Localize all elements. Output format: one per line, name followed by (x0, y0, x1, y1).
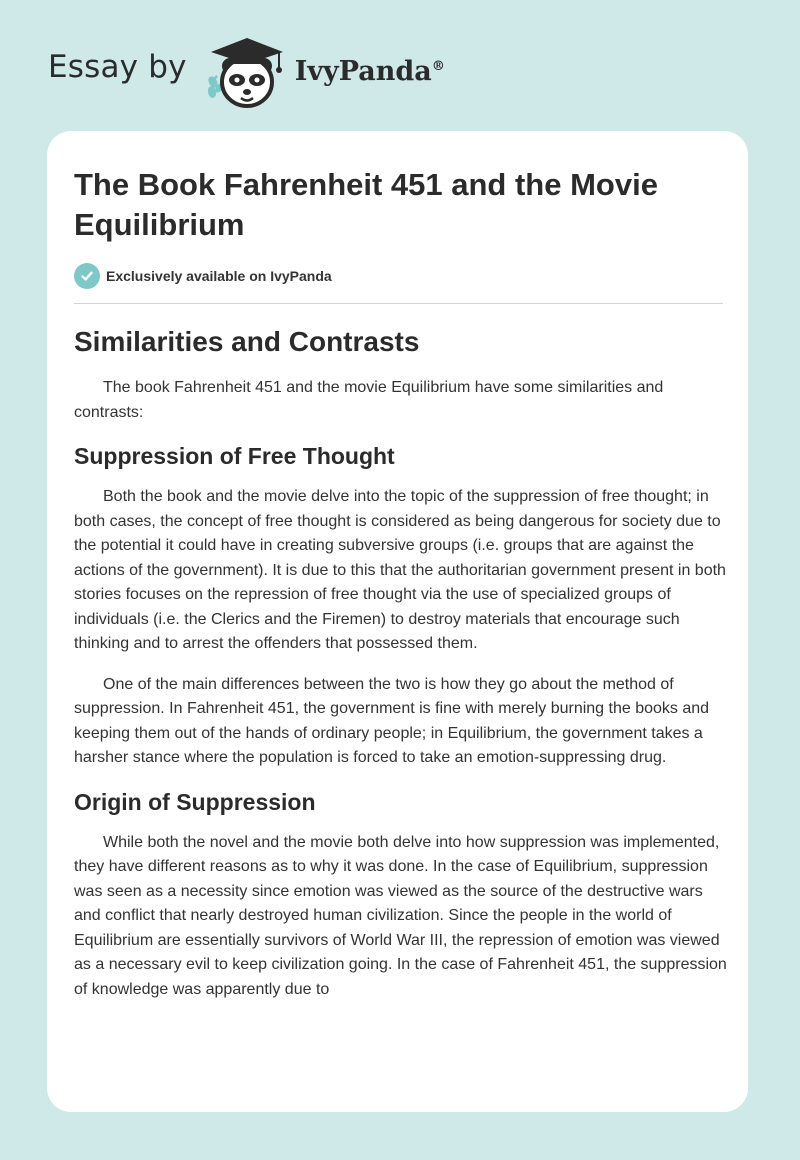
article-body (74, 324, 729, 1018)
title-divider (74, 303, 723, 304)
registered-mark: ® (431, 58, 445, 74)
article-card (47, 131, 748, 1112)
brand-name[interactable] (295, 56, 445, 87)
exclusive-badge (74, 263, 332, 289)
exclusive-badge-text: Exclusively available on IvyPanda (106, 268, 332, 284)
essay-by-label: Essay by (48, 49, 187, 85)
site-header (48, 30, 445, 110)
article-title: The Book Fahrenheit 451 and the Movie Equilibrium (74, 167, 658, 242)
paragraph: The book Fahrenheit 451 and the movie Equilibrium have some similarities and contrasts: (74, 379, 664, 421)
check-circle-icon (74, 263, 100, 289)
paragraph: One of the main differences between the two is how they go about the method of suppression. In Fahrenheit 451, the government is fine with merely burning the books and keeping them out of the hands of ordinary people; in Equilibrium, the government takes a harsher stance where the population is forced to take an emotion-suppressing drug. (74, 675, 710, 766)
panda-graduate-logo-icon[interactable] (203, 30, 291, 110)
subsection-heading: Origin of Suppression (74, 788, 316, 815)
subsection-heading: Suppression of Free Thought (74, 443, 395, 469)
brand-name-text: IvyPanda (294, 55, 432, 87)
paragraph: Both the book and the movie delve into the topic of the suppression of free thought; in both cases, the concept of free thought is considered as being dangerous for society due to the potential it could have in creating subversive groups (i.e. groups that are against the actions of the government). It is due to this that the authoritarian government present in both stories focuses on the repression of free thought via the use of specialized groups of individuals (i.e. the Clerics and the Firemen) to destroy materials that encourage such thinking and to arrest the offenders that possessed them. (74, 488, 726, 652)
paragraph: While both the novel and the movie both delve into how suppression was implemented, they have different reasons as to why it was done. In the case of Equilibrium, suppression was seen as a necessity since emotion was viewed as the source of the destructive wars and conflict that nearly destroyed human civilization. Since the people in the world of Equilibrium are essentially survivors of World War III, the repression of emotion was viewed as a necessary evil to keep civilization going. In the case of Fahrenheit 451, the suppression of knowledge was apparently due to (74, 833, 727, 998)
section-heading: Similarities and Contrasts (74, 326, 420, 357)
